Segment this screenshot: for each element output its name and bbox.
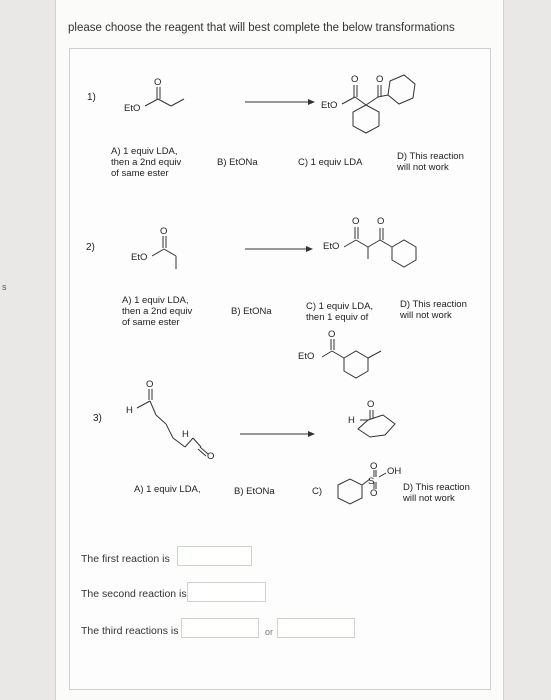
reaction-1-reactant bbox=[145, 87, 184, 106]
reaction-1-option-c: C) 1 equiv LDA bbox=[298, 157, 363, 168]
reaction-3-product bbox=[358, 410, 395, 437]
question-card bbox=[55, 0, 504, 700]
reaction-3-reactant-o2: O bbox=[207, 451, 215, 462]
first-reaction-label: The first reaction is bbox=[81, 553, 170, 565]
second-reaction-answer-input[interactable] bbox=[187, 582, 266, 602]
reaction-1-product-o1: O bbox=[351, 74, 359, 85]
third-reaction-label: The third reactions is bbox=[81, 625, 179, 637]
reaction-1-option-b: B) EtONa bbox=[217, 157, 258, 168]
reaction-2-reactant-eto: EtO bbox=[131, 252, 148, 263]
question-prompt: please choose the reagent that will best complete the below transformations bbox=[68, 22, 455, 34]
reaction-3-option-c-oh: OH bbox=[387, 466, 402, 477]
reaction-2-option-a: A) 1 equiv LDA, then a 2nd equiv of same ester bbox=[122, 295, 193, 328]
reaction-2-number: 2) bbox=[86, 242, 95, 253]
reaction-2-option-c-eto: EtO bbox=[298, 351, 315, 362]
reaction-3-reactant-h1: H bbox=[126, 405, 133, 416]
third-reaction-answer-input-1[interactable] bbox=[181, 618, 259, 638]
reaction-3-product-h: H bbox=[348, 415, 355, 426]
reaction-1-option-a: A) 1 equiv LDA, then a 2nd equiv of same ester bbox=[111, 146, 182, 179]
reaction-2-option-c-structure bbox=[322, 339, 381, 378]
reaction-3-option-c-o-bottom: O bbox=[370, 488, 378, 499]
reaction-1-product-eto: EtO bbox=[321, 100, 338, 111]
second-reaction-label: The second reaction is bbox=[81, 588, 187, 600]
reaction-2-reactant-o: O bbox=[160, 226, 168, 237]
reaction-2-option-d: D) This reaction will not work bbox=[400, 299, 467, 321]
or-label: or bbox=[265, 627, 274, 637]
reaction-2-option-c: C) 1 equiv LDA, then 1 equiv of bbox=[306, 301, 374, 323]
reaction-3-number: 3) bbox=[93, 413, 102, 424]
reaction-2-reactant bbox=[152, 236, 176, 269]
reaction-3-option-c-o-top: O bbox=[370, 461, 378, 472]
first-reaction-answer-input[interactable] bbox=[177, 546, 252, 566]
reaction-3-product-o: O bbox=[367, 399, 375, 410]
reaction-3-option-c: C) bbox=[312, 486, 323, 497]
reaction-2-product-eto: EtO bbox=[323, 241, 340, 252]
question-image-panel bbox=[69, 48, 491, 690]
reaction-3-option-b: B) EtONa bbox=[234, 486, 275, 497]
reaction-3-option-a: A) 1 equiv LDA, bbox=[134, 484, 201, 495]
reaction-1-reactant-o: O bbox=[154, 77, 162, 88]
reaction-3-option-d: D) This reaction will not work bbox=[403, 482, 470, 504]
reaction-3-reactant bbox=[137, 389, 208, 456]
reaction-1-number: 1) bbox=[87, 92, 96, 103]
reaction-1-option-d: D) This reaction will not work bbox=[397, 151, 464, 173]
reaction-2-product bbox=[344, 227, 416, 267]
reaction-2-option-b: B) EtONa bbox=[231, 306, 272, 317]
reaction-3-reactant-o1: O bbox=[146, 379, 154, 390]
reaction-3-reactant-h2: H bbox=[182, 429, 189, 440]
reaction-2-option-c-o: O bbox=[328, 329, 336, 340]
reaction-1-product-o2: O bbox=[376, 74, 384, 85]
page-edge-mark: s bbox=[2, 282, 7, 292]
third-reaction-answer-input-2[interactable] bbox=[277, 618, 355, 638]
reaction-3-option-c-s: S bbox=[368, 476, 375, 487]
reaction-3-option-c-structure bbox=[338, 470, 386, 504]
reaction-1-reactant-eto: EtO bbox=[124, 103, 141, 114]
reaction-2-product-o1: O bbox=[352, 216, 360, 227]
reaction-2-product-o2: O bbox=[377, 216, 385, 227]
